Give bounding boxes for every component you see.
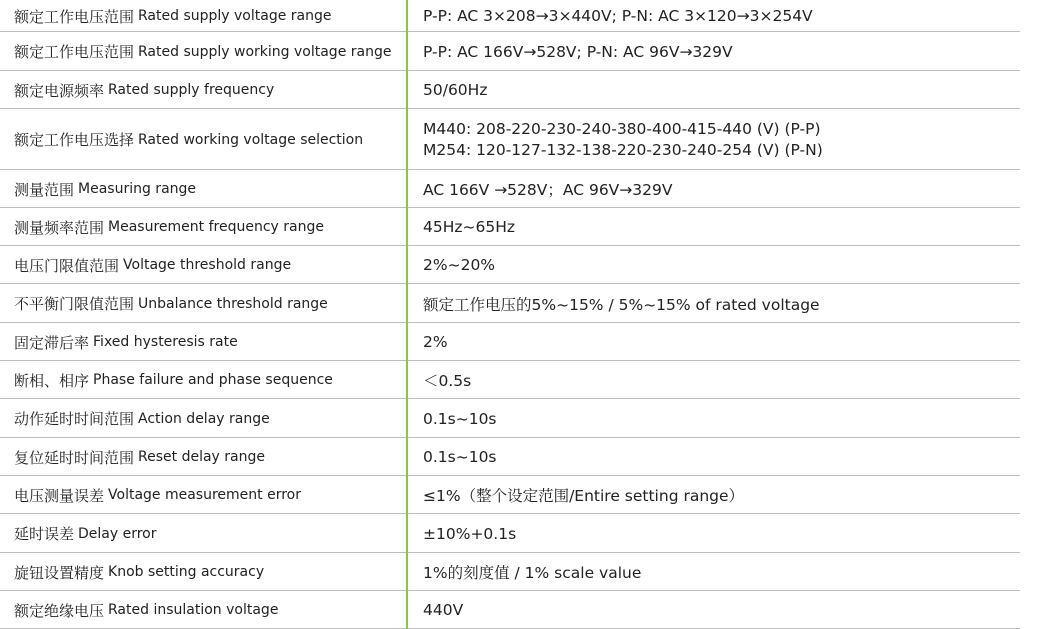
value-text: 1%的刻度值 / 1% scale value [423,564,642,582]
parameter-name-en: Rated supply frequency [108,82,275,98]
value-text: 0.1s~10s [423,409,497,428]
table-row [0,32,1020,71]
parameter-name-en: Rated working voltage selection [138,131,364,148]
table-row [0,553,1020,591]
parameter-name-zh: 电压测量误差 [14,486,105,505]
value-cell [423,361,1013,399]
parameter-name-en: Phase failure and phase sequence [93,372,333,388]
parameter-cell [14,170,394,208]
value-text: AC 166V →528V；AC 96V→329V [423,181,673,199]
value-cell [423,71,1013,109]
parameter-name-zh: 旋钮设置精度 [14,563,105,582]
parameter-cell [14,0,394,32]
parameter-name-zh: 额定绝缘电压 [14,601,105,620]
table-row [0,323,1020,361]
parameter-cell [14,438,394,476]
parameter-name-zh: 固定滞后率 [14,333,90,352]
parameter-cell [14,71,394,109]
parameter-name-en: Rated supply working voltage range [138,43,392,60]
value-cell [423,323,1013,361]
value-text: 440V [423,601,464,619]
parameter-cell [14,284,394,323]
parameter-name-zh: 不平衡门限值范围 [14,295,135,313]
parameter-name-zh: 复位延时时间范围 [14,448,135,467]
value-text: ≤1%（整个设定范围/Entire setting range） [423,487,745,505]
value-cell [423,399,1013,438]
parameter-name-en: Voltage measurement error [108,487,301,503]
value-text: 0.1s~10s [423,448,497,466]
value-cell [423,109,1013,170]
value-cell [423,438,1013,476]
value-text: M254: 120-127-132-138-220-230-240-254 (V) (P-N) [423,141,823,159]
value-text: ±10%+0.1s [423,524,517,543]
table-row [0,399,1020,438]
parameter-cell [14,514,394,553]
value-cell [423,32,1013,71]
parameter-name-zh: 测量范围 [14,180,75,199]
parameter-cell [14,246,394,284]
parameter-name-en: Measuring range [78,181,197,197]
value-cell [423,553,1013,591]
table-row [0,71,1020,109]
value-cell [423,246,1013,284]
table-row [0,476,1020,514]
value-text: 2% [423,333,448,351]
parameter-name-zh: 额定工作电压范围 [14,7,135,26]
parameter-name-zh: 额定电源频率 [14,81,105,100]
parameter-name-zh: 额定工作电压范围 [14,43,135,61]
table-row [0,170,1020,208]
parameter-name-en: Delay error [78,525,157,542]
value-text: 2%~20% [423,256,496,274]
parameter-cell [14,399,394,438]
value-text: M440: 208-220-230-240-380-400-415-440 (V) (P-P) [423,120,821,138]
value-cell [423,0,1013,32]
parameter-cell [14,208,394,246]
value-cell [423,476,1013,514]
parameter-name-en: Reset delay range [138,449,265,465]
table-row [0,109,1020,170]
parameter-name-zh: 延时误差 [14,525,75,543]
table-row [0,284,1020,323]
value-cell [423,170,1013,208]
parameter-name-en: Rated supply voltage range [138,8,332,24]
table-row [0,246,1020,284]
parameter-cell [14,109,394,170]
parameter-name-en: Measurement frequency range [108,219,324,235]
table-row [0,208,1020,246]
parameter-name-zh: 断相、相序 [14,371,90,390]
value-text: 50/60Hz [423,81,488,99]
parameter-name-en: Rated insulation voltage [108,602,279,618]
value-cell [423,284,1013,323]
parameter-cell [14,32,394,71]
parameter-cell [14,323,394,361]
table-row [0,591,1020,629]
value-text: 额定工作电压的5%~15% / 5%~15% of rated voltage [423,295,820,314]
value-cell [423,514,1013,553]
parameter-name-en: Action delay range [138,410,270,427]
parameter-name-en: Fixed hysteresis rate [93,334,238,350]
table-row [0,361,1020,399]
table-row [0,0,1020,32]
parameter-cell [14,591,394,629]
value-cell [423,208,1013,246]
column-separator [406,0,408,629]
parameter-name-zh: 测量频率范围 [14,218,105,237]
parameter-name-zh: 动作延时时间范围 [14,410,135,428]
parameter-name-en: Unbalance threshold range [138,295,328,312]
parameter-cell [14,553,394,591]
table-row [0,438,1020,476]
parameter-name-zh: 额定工作电压选择 [14,131,135,149]
value-text: ＜0.5s [423,372,472,390]
parameter-name-zh: 电压门限值范围 [14,256,120,275]
value-cell [423,591,1013,629]
parameter-name-en: Voltage threshold range [123,257,292,273]
value-text: 45Hz~65Hz [423,218,516,236]
parameter-cell [14,476,394,514]
value-text: P-P: AC 166V→528V; P-N: AC 96V→329V [423,42,733,61]
parameter-cell [14,361,394,399]
parameter-name-en: Knob setting accuracy [108,564,265,580]
table-row [0,514,1020,553]
value-text: P-P: AC 3×208→3×440V; P-N: AC 3×120→3×254V [423,7,813,25]
